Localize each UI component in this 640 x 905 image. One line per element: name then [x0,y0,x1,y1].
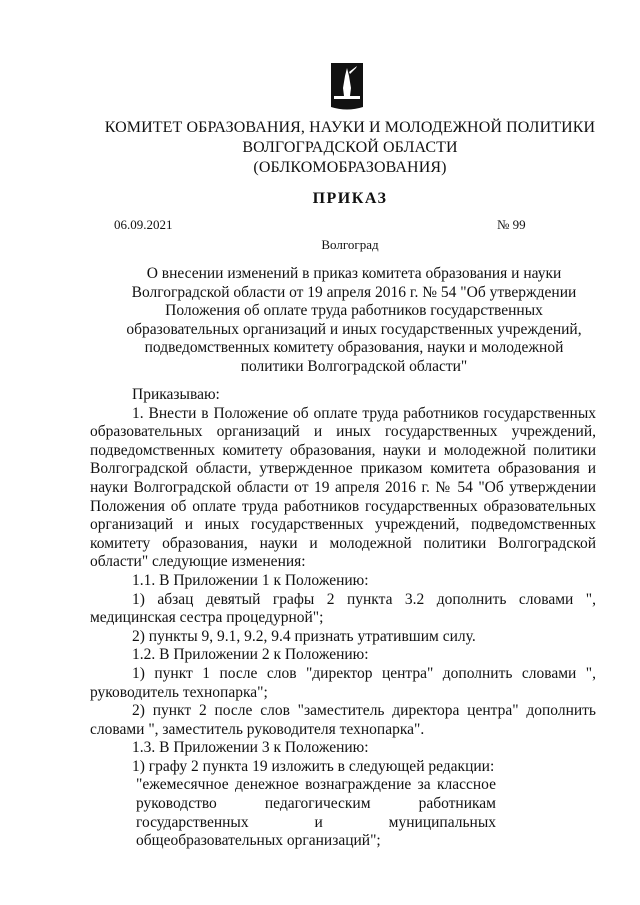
org-line-2: ВОЛГОГРАДСКОЙ ОБЛАСТИ [242,139,458,156]
order-city: Волгоград [321,237,379,252]
order-date: 06.09.2021 [114,217,173,232]
org-line-3: (ОБЛКОМОБРАЗОВАНИЯ) [253,159,447,176]
quote-line: "ежемесячное денежное вознаграждение за классное [136,776,496,794]
body-paragraph: 2) пункты 9, 9.1, 9.2, 9.4 признать утратившим силу. [132,627,476,645]
body-paragraph: 1.1. В Приложении 1 к Положению: [132,571,369,589]
body-paragraph: 2) пункт 2 после слов "заместитель директора центра" дополнить словами ", заместитель руководителя технопарка". [90,702,596,738]
body-paragraph: 1.2. В Приложении 2 к Положению: [132,646,369,664]
order-title: ПРИКАЗ [312,190,388,207]
order-number: № 99 [497,217,526,232]
order-body [90,386,596,851]
body-paragraph: 1) абзац девятый графы 2 пункта 3.2 дополнить словами ", медицинская сестра процедурной"; [90,590,596,627]
quote-line: государственных и муниципальных [136,813,496,831]
org-line-1: КОМИТЕТ ОБРАЗОВАНИЯ, НАУКИ И МОЛОДЕЖНОЙ ПОЛИТИКИ [104,119,596,136]
quote-line: общеобразовательных организаций"; [136,832,381,850]
body-paragraph: 1) графу 2 пункта 19 изложить в следующей редакции: [132,757,495,775]
body-paragraph: 1.3. В Приложении 3 к Положению: [132,739,369,757]
coat-of-arms-icon [330,62,364,110]
organization-name [60,118,640,178]
quote-line: руководство педагогическим работникам [136,795,496,813]
body-paragraph: Приказываю: [132,386,220,403]
order-subject: О внесении изменений в приказ комитета образования и науки Волгоградской области от 19 апреля 2016 г. № 54 "Об утверждении Положения об оплате труда работников государственных образовательных организаций и иных государственных учреждений, подведомственных комитету образования, науки и молодежной политики Волгоградской области" [126,265,582,375]
body-paragraph: 1) пункт 1 после слов "директор центра" дополнить словами ", руководитель технопарка"; [90,664,596,701]
body-paragraph: 1. Внести в Положение об оплате труда работников государственных образовательных организаций и иных государственных учреждений, подведомственных комитету образования, науки и молодежной политики Волгоградской области, утвержденное приказом комитета образования и науки Волгоградской области от 19 апреля 2016 г. № 54 "Об утверждении Положения об оплате труда работников государственных образовательных организаций и иных государственных учреждений, подведомственных комитету образования, науки и молодежной политики Волгоградской области" следующие изменения: [90,404,596,571]
